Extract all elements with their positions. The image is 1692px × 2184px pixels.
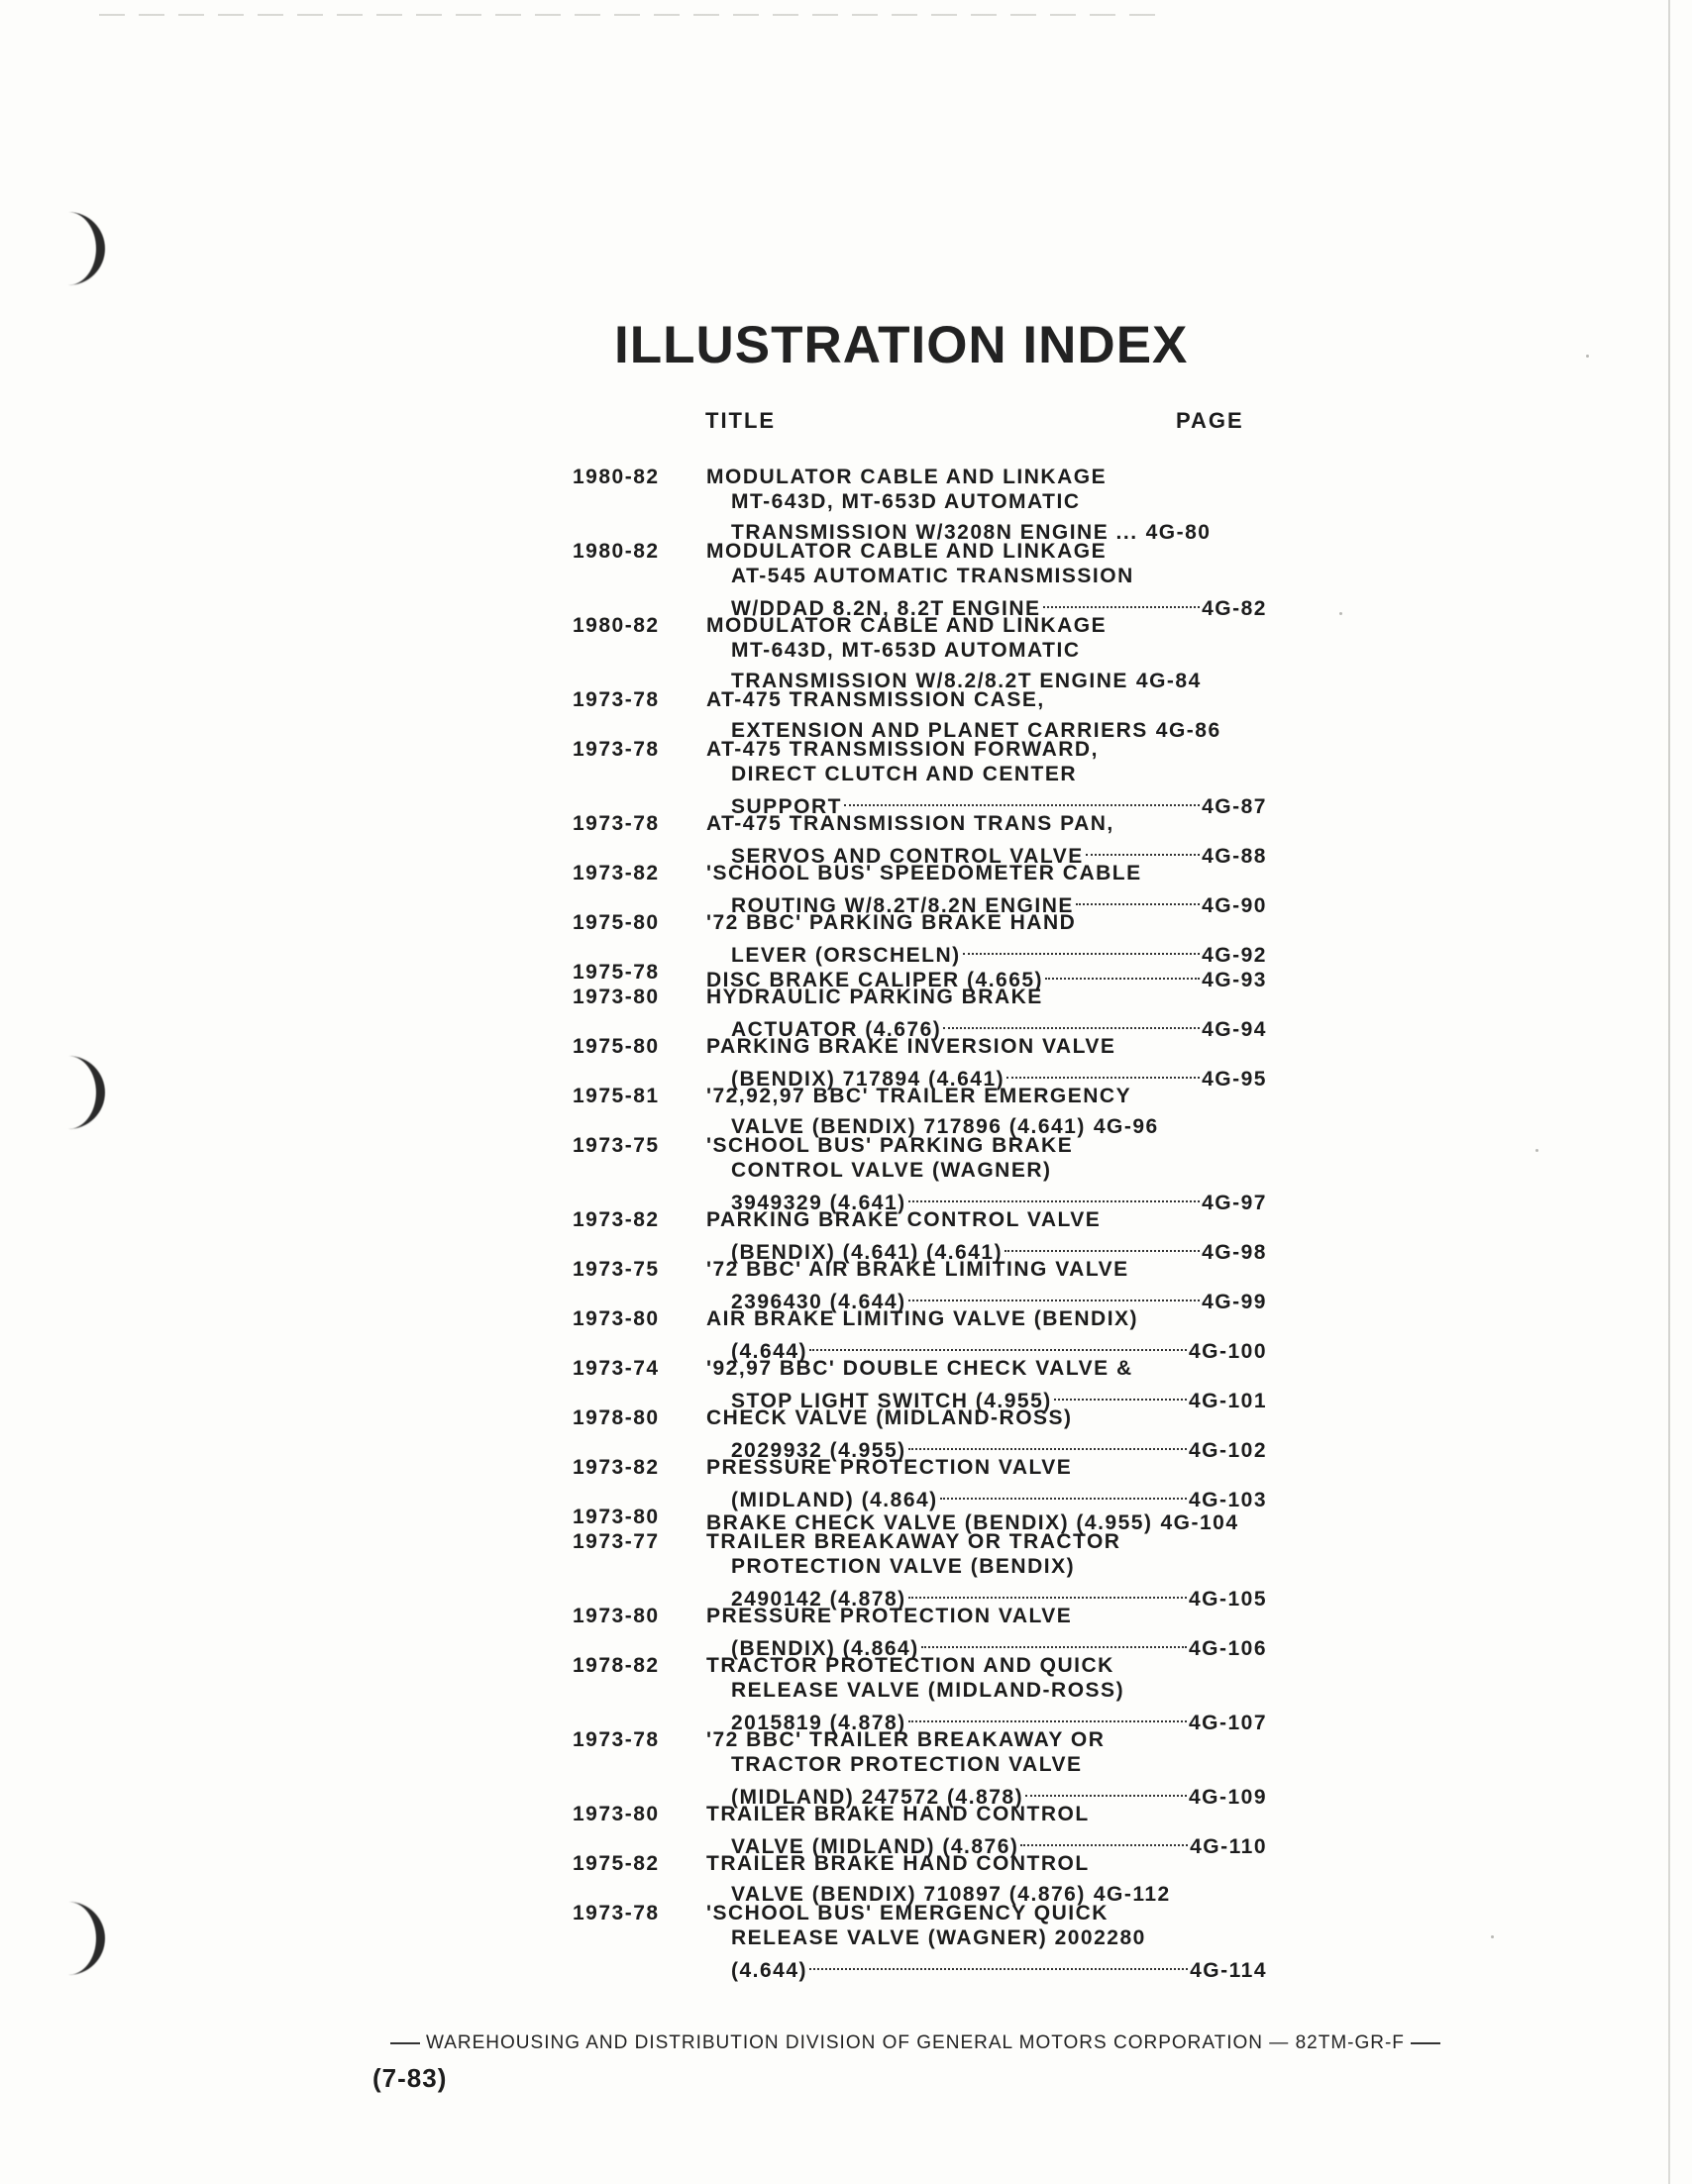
dot-leader: [1020, 1820, 1188, 1846]
entry-title-line: RELEASE VALVE (WAGNER) 2002280: [731, 1926, 1146, 1949]
entry-page-number: 4G-114: [1190, 1959, 1267, 1982]
entry-title-last-line: [706, 712, 1301, 742]
entry-title-line: TRAILER BRAKE HAND CONTROL: [706, 1803, 1090, 1825]
index-entry: [0, 1034, 1692, 1091]
entry-title-line: 2396430 (4.644): [731, 1291, 906, 1313]
footer-dash-right: [1411, 2042, 1440, 2044]
entry-title-line: AT-475 TRANSMISSION CASE,: [706, 688, 1045, 711]
entry-title: [706, 1257, 1301, 1313]
footer-text: WAREHOUSING AND DISTRIBUTION DIVISION OF GENERAL MOTORS CORPORATION — 82TM-GR-F: [426, 2032, 1405, 2053]
entry-title: [706, 1084, 1301, 1138]
entry-title: [706, 1034, 1301, 1091]
entry-title-last-line: [706, 1232, 1301, 1264]
entry-title-line: HYDRAULIC PARKING BRAKE: [706, 986, 1043, 1008]
entry-title-line: PRESSURE PROTECTION VALVE: [706, 1456, 1073, 1479]
index-entry: [0, 1604, 1692, 1660]
index-entry: [0, 1405, 1692, 1462]
index-entry: [0, 1901, 1692, 1982]
entry-title: [706, 1455, 1301, 1511]
entry-title-line: SERVOS AND CONTROL VALVE: [731, 845, 1084, 868]
entry-title-last-line: [706, 935, 1301, 967]
entry-title-line: '72 BBC' TRAILER BREAKAWAY OR: [706, 1728, 1106, 1751]
entry-title-line: '72 BBC' PARKING BRAKE HAND: [706, 911, 1077, 934]
dot-leader: [809, 1324, 1187, 1351]
date-code: (7-83): [372, 2063, 448, 2093]
entry-title-line: DIRECT CLUTCH AND CENTER: [731, 763, 1078, 785]
entry-page-number: 4G-102: [1188, 1439, 1267, 1462]
index-entry: [0, 1529, 1692, 1611]
index-entry: [0, 737, 1692, 818]
entry-title: [706, 1133, 1301, 1214]
entry-page-number: 4G-87: [1202, 795, 1267, 818]
entry-title-last-line: [706, 1480, 1301, 1511]
entry-title-line: CHECK VALVE (MIDLAND-ROSS): [706, 1406, 1073, 1429]
entry-title-line: 2015819 (4.878): [731, 1712, 906, 1734]
entry-year: 1975-80: [573, 1035, 660, 1058]
entry-title-line: '92,97 BBC' DOUBLE CHECK VALVE &: [706, 1357, 1133, 1380]
entry-title: [706, 910, 1301, 967]
entry-page-number: 4G-99: [1202, 1291, 1267, 1313]
page-top-rule: [99, 14, 1169, 16]
entry-title-last-line: [706, 1009, 1301, 1041]
entry-title-line: (4.644): [731, 1959, 808, 1982]
entry-page-number: 4G-90: [1202, 894, 1267, 917]
dot-leader: [908, 1572, 1187, 1599]
entry-title-line: '72 BBC' AIR BRAKE LIMITING VALVE: [706, 1258, 1129, 1281]
entry-title-last-line: [706, 1826, 1301, 1858]
entry-page-number: 4G-107: [1188, 1712, 1267, 1734]
entry-title-last-line: [706, 1183, 1301, 1214]
entry-page-number: 4G-96: [1093, 1115, 1159, 1138]
entry-title-line: TRACTOR PROTECTION VALVE: [731, 1753, 1083, 1776]
entry-title-line: 2029932 (4.955): [731, 1439, 906, 1462]
entry-title-last-line: [706, 1282, 1301, 1313]
dot-leader: [1006, 1052, 1200, 1079]
dot-leader: [1086, 829, 1200, 856]
entry-title-line: W/DDAD 8.2N, 8.2T ENGINE: [731, 597, 1041, 620]
entry-page-number: 4G-84: [1135, 670, 1202, 692]
entry-title-line: AT-475 TRANSMISSION TRANS PAN,: [706, 812, 1114, 835]
entry-page-number: 4G-112: [1093, 1883, 1171, 1906]
entry-title-last-line: [706, 1628, 1301, 1660]
entry-title: [706, 861, 1301, 917]
index-entry: [0, 1207, 1692, 1264]
entry-year: 1978-80: [573, 1406, 660, 1429]
index-entry: [0, 985, 1692, 1041]
entry-page-number: 4G-82: [1202, 597, 1267, 620]
page-title: ILLUSTRATION INDEX: [614, 316, 1189, 374]
index-entry: [0, 1505, 1692, 1534]
entry-title-last-line: [706, 1950, 1301, 1982]
entry-year: 1973-78: [573, 1728, 660, 1751]
index-entry: [0, 960, 1692, 991]
entry-title-line: STOP LIGHT SWITCH (4.955): [731, 1390, 1052, 1412]
entry-title: [706, 465, 1301, 544]
dot-leader: [908, 1423, 1187, 1450]
entry-title-line: '72,92,97 BBC' TRAILER EMERGENCY: [706, 1085, 1132, 1107]
entry-year: 1973-82: [573, 1208, 660, 1231]
entry-title-line: MT-643D, MT-653D AUTOMATIC: [731, 639, 1081, 662]
index-entry: [0, 1133, 1692, 1214]
entry-title: [706, 687, 1301, 742]
index-entry: [0, 465, 1692, 544]
page-column-header: PAGE: [1176, 408, 1244, 433]
entry-year: 1975-80: [573, 911, 660, 934]
index-entry: [0, 613, 1692, 692]
entry-page-number: 4G-94: [1202, 1018, 1267, 1041]
entry-title: [706, 1405, 1301, 1462]
entry-title: [706, 613, 1301, 692]
entry-title-last-line: [706, 1703, 1301, 1734]
entry-leader-row: [731, 1950, 1267, 1983]
paper-speck: [1586, 355, 1589, 358]
dot-leader: [943, 1002, 1200, 1029]
entry-year: 1973-82: [573, 862, 660, 884]
index-entry: [0, 1802, 1692, 1858]
entry-title: [706, 1653, 1301, 1734]
entry-page-number: 4G-104: [1160, 1511, 1239, 1534]
entry-title-line: TRAILER BREAKAWAY OR TRACTOR: [706, 1530, 1121, 1553]
entry-title: [706, 1529, 1301, 1611]
entry-page-number: 4G-110: [1190, 1835, 1267, 1858]
entry-title: [706, 985, 1301, 1041]
entry-title-line: AT-475 TRANSMISSION FORWARD,: [706, 738, 1099, 761]
entry-title-last-line: [706, 960, 1301, 991]
entry-year: 1973-80: [573, 1605, 660, 1627]
entry-title-line: EXTENSION AND PLANET CARRIERS: [731, 719, 1148, 742]
entry-page-number: 4G-101: [1188, 1390, 1267, 1412]
entry-title: [706, 1727, 1301, 1809]
entry-title-line: SUPPORT: [731, 795, 843, 818]
entry-title: [706, 1505, 1301, 1534]
entry-year: 1973-75: [573, 1134, 660, 1157]
entry-page-number: 4G-97: [1202, 1192, 1267, 1214]
dot-leader: [921, 1621, 1187, 1648]
entry-year: 1973-78: [573, 688, 660, 711]
entry-year: 1978-82: [573, 1654, 660, 1677]
entry-title-last-line: [706, 786, 1301, 818]
entry-title-line: 'SCHOOL BUS' PARKING BRAKE: [706, 1134, 1074, 1157]
entry-year: 1973-80: [573, 986, 660, 1008]
entry-title-line: PROTECTION VALVE (BENDIX): [731, 1555, 1076, 1578]
entry-title-line: (BENDIX) (4.641) (4.641): [731, 1241, 1004, 1264]
entry-title-line: MT-643D, MT-653D AUTOMATIC: [731, 490, 1081, 513]
dot-leader: [1045, 953, 1200, 980]
entry-title-line: CONTROL VALVE (WAGNER): [731, 1159, 1052, 1182]
entry-title-last-line: [706, 663, 1301, 692]
entry-title-line: RELEASE VALVE (MIDLAND-ROSS): [731, 1679, 1125, 1702]
entry-page-number: 4G-109: [1188, 1786, 1267, 1809]
entry-title-line: LEVER (ORSCHELN): [731, 944, 961, 967]
entry-title-last-line: [706, 1381, 1301, 1412]
index-entries: [0, 465, 1692, 1982]
entry-title-last-line: [706, 836, 1301, 868]
entry-title-line: (MIDLAND) (4.864): [731, 1489, 938, 1511]
entry-title-line: ROUTING W/8.2T/8.2N ENGINE: [731, 894, 1074, 917]
entry-title-last-line: [706, 514, 1301, 544]
entry-year: 1980-82: [573, 540, 660, 563]
entry-title: [706, 960, 1301, 991]
entry-title-line: 'SCHOOL BUS' EMERGENCY QUICK: [706, 1902, 1109, 1924]
index-entry: [0, 1306, 1692, 1363]
index-entry: [0, 1727, 1692, 1809]
entry-title: [706, 811, 1301, 868]
entry-title-line: TRAILER BRAKE HAND CONTROL: [706, 1852, 1090, 1875]
entry-title: [706, 1851, 1301, 1906]
entry-title: [706, 1207, 1301, 1264]
entry-title-line: AT-545 AUTOMATIC TRANSMISSION: [731, 565, 1134, 587]
entry-title: [706, 1604, 1301, 1660]
entry-title: [706, 1901, 1301, 1982]
entry-title-last-line: [706, 1505, 1301, 1534]
entry-title-last-line: [706, 1108, 1301, 1138]
entry-page-number: 4G-95: [1202, 1068, 1267, 1091]
entry-title-line: DISC BRAKE CALIPER (4.665): [706, 969, 1044, 991]
dot-leader: [1076, 879, 1200, 905]
index-entry: [0, 1084, 1692, 1138]
dot-leader: [1005, 1225, 1200, 1252]
entry-page-number: 4G-100: [1188, 1340, 1267, 1363]
dot-leader: [1043, 581, 1201, 608]
entry-title-line: (BENDIX) (4.864): [731, 1637, 919, 1660]
entry-title-line: MODULATOR CABLE AND LINKAGE: [706, 540, 1108, 563]
entry-title-line: MODULATOR CABLE AND LINKAGE: [706, 614, 1108, 637]
index-entry: [0, 687, 1692, 742]
entry-title-last-line: [706, 1430, 1301, 1462]
footer-dash-left: [390, 2042, 420, 2044]
dot-leader: [1025, 1770, 1187, 1797]
entry-title-line: VALVE (BENDIX) 710897 (4.876): [731, 1883, 1086, 1906]
entry-year: 1973-75: [573, 1258, 660, 1281]
entry-title-last-line: [706, 588, 1301, 620]
entry-year: 1973-80: [573, 1803, 660, 1825]
entry-page-number: 4G-106: [1188, 1637, 1267, 1660]
entry-title-line: PARKING BRAKE CONTROL VALVE: [706, 1208, 1102, 1231]
entry-title: [706, 1356, 1301, 1412]
index-entry: [0, 1851, 1692, 1906]
entry-year: 1973-82: [573, 1456, 660, 1479]
entry-title-line: MODULATOR CABLE AND LINKAGE: [706, 466, 1108, 488]
index-entry: [0, 1356, 1692, 1412]
entry-page-number: 4G-98: [1202, 1241, 1267, 1264]
entry-title-line: PRESSURE PROTECTION VALVE: [706, 1605, 1073, 1627]
entry-title-last-line: [706, 885, 1301, 917]
entry-title-line: 'SCHOOL BUS' SPEEDOMETER CABLE: [706, 862, 1142, 884]
index-entry: [0, 1653, 1692, 1734]
entry-title-line: VALVE (MIDLAND) (4.876): [731, 1835, 1019, 1858]
entry-page-number: 4G-103: [1188, 1489, 1267, 1511]
index-entry: [0, 1455, 1692, 1511]
dot-leader: [809, 1943, 1188, 1970]
index-entry: [0, 811, 1692, 868]
dot-leader: [908, 1176, 1200, 1202]
entry-title-line: BRAKE CHECK VALVE (BENDIX) (4.955): [706, 1511, 1153, 1534]
entry-year: 1973-80: [573, 1307, 660, 1330]
entry-title-line: AIR BRAKE LIMITING VALVE (BENDIX): [706, 1307, 1139, 1330]
entry-title-line: (MIDLAND) 247572 (4.878): [731, 1786, 1024, 1809]
entry-title: [706, 737, 1301, 818]
entry-year: 1973-78: [573, 738, 660, 761]
index-entry: [0, 1257, 1692, 1313]
entry-page-number: 4G-80: [1145, 521, 1212, 544]
dot-leader: [844, 780, 1200, 806]
entry-title-last-line: [706, 1876, 1301, 1906]
entry-page-number: 4G-86: [1155, 719, 1221, 742]
entry-title-line: (4.644): [731, 1340, 808, 1363]
entry-title-last-line: [706, 1059, 1301, 1091]
entry-year: 1975-82: [573, 1852, 660, 1875]
index-entry: [0, 539, 1692, 620]
entry-title-line: ACTUATOR (4.676): [731, 1018, 942, 1041]
entry-title-line: TRACTOR PROTECTION AND QUICK: [706, 1654, 1114, 1677]
dot-leader: [963, 928, 1200, 955]
entry-page-number: 4G-93: [1202, 969, 1267, 991]
entry-title-line: VALVE (BENDIX) 717896 (4.641): [731, 1115, 1086, 1138]
column-headers: [0, 408, 1692, 438]
entry-title-line: 2490142 (4.878): [731, 1588, 906, 1611]
entry-title-line: TRANSMISSION W/3208N ENGINE ...: [731, 521, 1138, 544]
entry-page-number: 4G-92: [1202, 944, 1267, 967]
entry-year: 1975-78: [573, 961, 660, 984]
entry-title: [706, 1306, 1301, 1363]
entry-title-line: 3949329 (4.641): [731, 1192, 906, 1214]
entry-year: 1975-81: [573, 1085, 660, 1107]
dot-leader: [908, 1275, 1200, 1301]
entry-page-number: 4G-88: [1202, 845, 1267, 868]
entry-year: 1973-80: [573, 1506, 660, 1528]
dot-leader: [1054, 1374, 1187, 1401]
entry-year: 1973-78: [573, 812, 660, 835]
entry-title: [706, 1802, 1301, 1858]
entry-page-number: 4G-105: [1188, 1588, 1267, 1611]
entry-title-line: TRANSMISSION W/8.2/8.2T ENGINE: [731, 670, 1128, 692]
entry-title-last-line: [706, 1579, 1301, 1611]
index-entry: [0, 861, 1692, 917]
dot-leader: [908, 1696, 1187, 1722]
dot-leader: [940, 1473, 1187, 1500]
entry-year: 1973-78: [573, 1902, 660, 1924]
entry-year: 1980-82: [573, 466, 660, 488]
title-column-header: TITLE: [705, 408, 777, 433]
index-entry: [0, 910, 1692, 967]
entry-year: 1980-82: [573, 614, 660, 637]
entry-title: [706, 539, 1301, 620]
entry-year: 1973-74: [573, 1357, 660, 1380]
entry-title-line: PARKING BRAKE INVERSION VALVE: [706, 1035, 1116, 1058]
binder-punch-hole: [55, 212, 105, 285]
entry-title-last-line: [706, 1777, 1301, 1809]
entry-title-last-line: [706, 1331, 1301, 1363]
entry-title-line: (BENDIX) 717894 (4.641): [731, 1068, 1005, 1091]
entry-year: 1973-77: [573, 1530, 660, 1553]
